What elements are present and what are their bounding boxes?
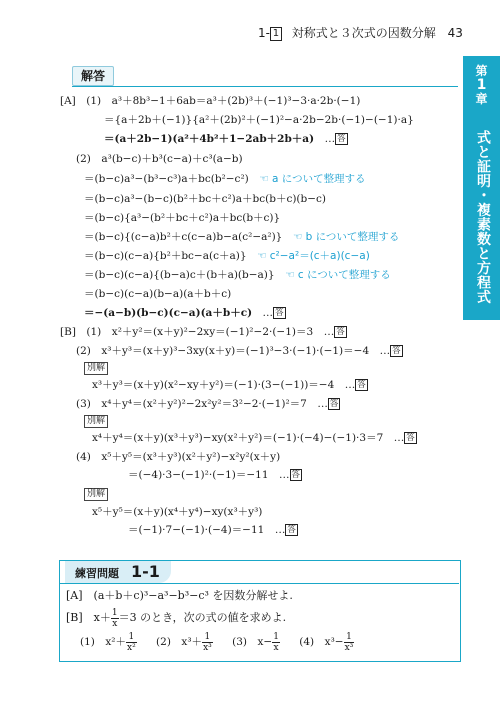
exercise-rule <box>59 583 459 584</box>
subitem-4: (4) x³− $\frac{1}{\text{x³}}$ <box>299 631 354 653</box>
answer-line: (3) x⁴＋y⁴＝(x²＋y²)²−2x²y²＝3²−2·(−1)²＝7 … 答 <box>76 398 339 410</box>
answer-heading-rule <box>72 86 458 87</box>
alt-solution-label: 別解 <box>84 415 108 428</box>
answer-line: x³＋y³＝(x＋y)(x²−xy＋y²)＝(−1)·(3−(−1))＝−4 … 答 <box>92 379 366 391</box>
answer-line: ＝(b−c)(c−a){b²＋bc−a(c＋a)} ☜ c²−a²＝(c＋a)(c−a) <box>84 250 370 262</box>
margin-note: ☜ b について整理する <box>292 231 400 243</box>
subitem-1: (1) x²＋ $\frac{1}{\text{x²}}$ <box>80 631 136 653</box>
alt-solution-label: 別解 <box>84 488 108 501</box>
answer-line: ＝(b−c)a³−(b−c)(b²＋bc＋c²)a＋bc(b＋c)(b−c) <box>84 193 327 205</box>
answer-line: (2) x³＋y³＝(x＋y)³−3xy(x＋y)＝(−1)³−3·(−1)·(−1)＝−4 … 答 <box>76 345 401 357</box>
chapter-label: 第 1 章 <box>463 56 500 106</box>
alt-solution-label: 別解 <box>84 362 108 375</box>
margin-note: ☜ c²−a²＝(c＋a)(c−a) <box>257 250 370 262</box>
exercise-problem-b: [B] x＋ $\frac{1}{x}$ ＝3 のとき，次の式の値を求めよ. <box>66 607 287 629</box>
answer-mark: 答 <box>329 399 339 409</box>
answer-mark: 答 <box>357 380 366 390</box>
answer-mark: 答 <box>337 134 346 144</box>
chapter-title: 式と証明・複素数と方程式 <box>475 130 491 304</box>
answer-mark: 答 <box>406 433 415 443</box>
answer-mark: 答 <box>336 327 345 337</box>
answer-line: ＝{a＋2b＋(−1)}{a²＋(2b)²＋(−1)²−a·2b−2b·(−1)−(−1)·a} <box>104 114 414 126</box>
margin-note: ☜ a について整理する <box>259 173 366 185</box>
answer-line: ＝(b−c){a³−(b²＋bc＋c²)a＋bc(b＋c)} <box>84 212 281 224</box>
margin-note: ☜ c について整理する <box>285 269 391 281</box>
section-prefix: 1- <box>258 26 270 40</box>
subitem-3: (3) x− $\frac{1}{x}$ <box>232 631 279 653</box>
subitem-2: (2) x³＋ $\frac{1}{\text{x³}}$ <box>156 631 212 653</box>
exercise-subitems <box>80 631 354 653</box>
answer-line: (4) x⁵＋y⁵＝(x³＋y³)(x²＋y²)−x²y²(x＋y) <box>76 451 281 463</box>
page-number: 43 <box>447 26 463 40</box>
exercise-problem-a: [A] (a＋b＋c)³−a³−b³−c³ を因数分解せよ. <box>66 589 293 602</box>
answer-line: ＝−(a−b)(b−c)(c−a)(a＋b＋c) … 答 <box>84 307 284 319</box>
answer-line: ＝(b−c){(c−a)b²＋c(c−a)b−a(c²−a²)} ☜ b について整理する <box>84 231 400 243</box>
answer-mark: 答 <box>392 346 401 356</box>
answer-line: ＝(a＋2b−1)(a²＋4b²＋1−2ab＋2b＋a) … 答 <box>104 133 346 145</box>
answer-line: ＝(−1)·7−(−1)·(−4)＝−11 … 答 <box>128 524 296 536</box>
answer-line: [A] (1) a³＋8b³−1＋6ab＝a³＋(2b)³＋(−1)³−3·a·2b·(−1) <box>60 95 361 107</box>
chapter-side-tab <box>463 56 500 320</box>
exercise-number: 1-1 <box>131 562 160 581</box>
answer-line: x⁴＋y⁴＝(x＋y)(x³＋y³)−xy(x²＋y²)＝(−1)·(−4)−(−1)·3＝7 … 答 <box>92 432 415 444</box>
answer-line: ＝(b−c)a³−(b³−c³)a＋bc(b²−c²) ☜ a について整理する <box>84 173 366 185</box>
answer-mark: 答 <box>291 470 301 480</box>
answer-line: ＝(−4)·3−(−1)²·(−1)＝−11 … 答 <box>128 469 301 481</box>
answer-line: ＝(b−c)(c−a){(b−a)c＋(b＋a)(b−a)} ☜ c について整理する <box>84 269 391 281</box>
answer-heading: 解答 <box>72 66 114 86</box>
exercise-title <box>65 561 171 583</box>
answer-line: ＝(b−c)(c−a)(b−a)(a＋b＋c) <box>84 288 232 300</box>
answer-mark: 答 <box>275 308 284 318</box>
exercise-label: 練習問題 <box>75 567 119 580</box>
section-title: 対称式と３次式の因数分解 <box>291 26 436 40</box>
page-header <box>258 24 463 41</box>
answer-line: x⁵＋y⁵＝(x＋y)(x⁴＋y⁴)−xy(x³＋y³) <box>92 506 263 518</box>
answer-line: (2) a³(b−c)＋b³(c−a)＋c³(a−b) <box>76 153 243 165</box>
answer-line: [B] (1) x²＋y²＝(x＋y)²−2xy＝(−1)²−2·(−1)＝3 … 答 <box>60 326 345 338</box>
answer-mark: 答 <box>287 525 296 535</box>
chapter-number: 1 <box>476 77 487 93</box>
section-number-box: 1 <box>270 27 282 41</box>
